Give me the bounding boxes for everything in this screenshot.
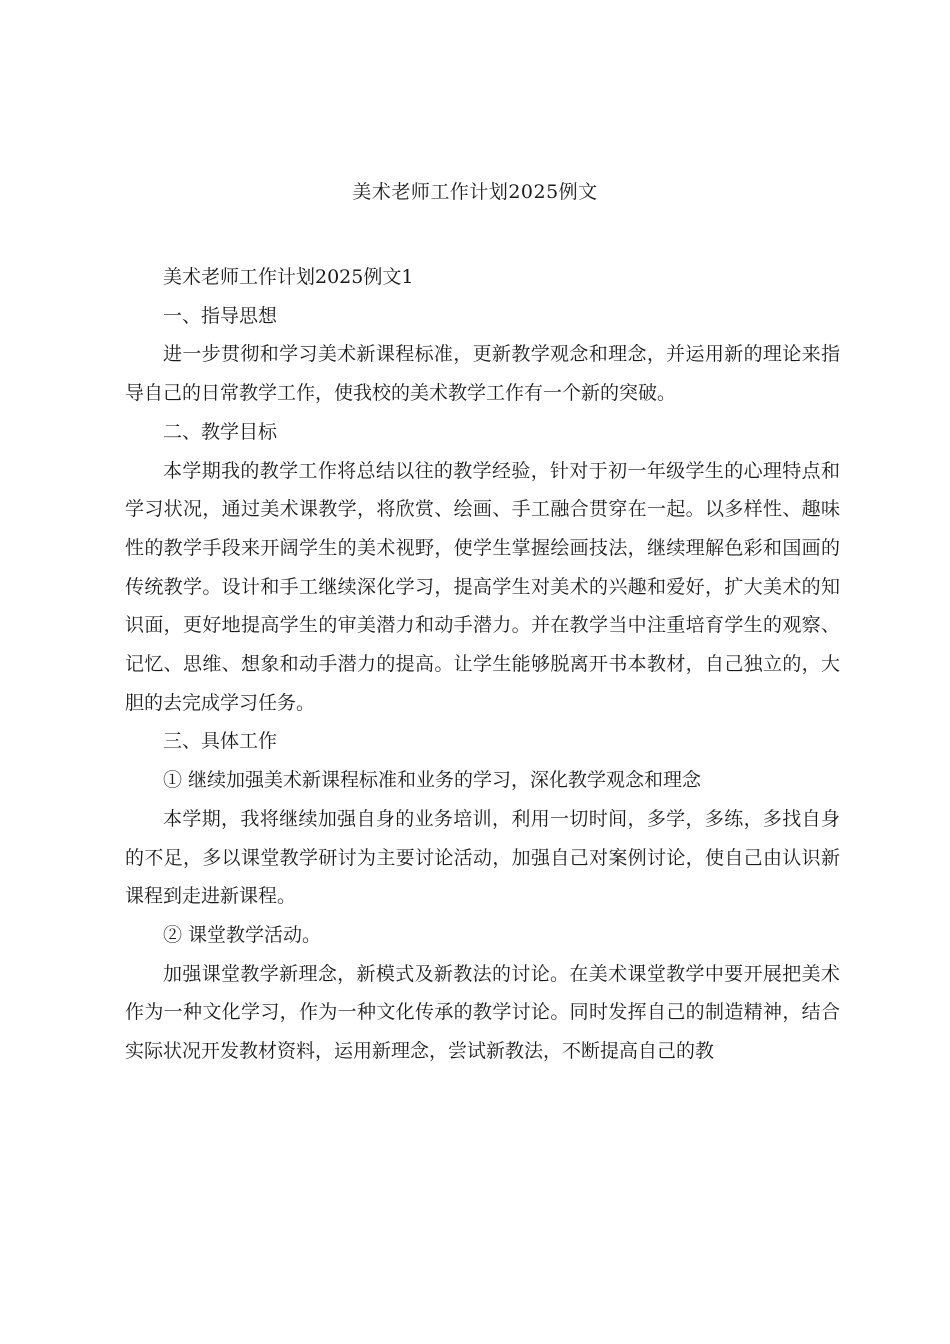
paragraph: 进一步贯彻和学习美术新课程标准，更新教学观念和理念，并运用新的理论来指导自己的日常教学工作，使我校的美术教学工作有一个新的突破。 xyxy=(125,343,840,405)
section-heading: 二、教学目标 xyxy=(163,420,278,443)
list-item: ① 继续加强美术新课程标准和业务的学习，深化教学观念和理念 xyxy=(163,769,702,792)
paragraph: 加强课堂教学新理念，新模式及新教法的讨论。在美术课堂教学中要开展把美术作为一种文化学习，作为一种文化传承的教学讨论。同时发挥自己的制造精神，结合实际状况开发教材资料，运用新理念，尝试新教法，不断提高自己的教 xyxy=(125,962,840,1063)
section-heading: 三、具体工作 xyxy=(163,730,278,753)
paragraph: 本学期，我将继续加强自身的业务培训，利用一切时间，多学，多练，多找自身的不足，多以课堂教学研讨为主要讨论活动，加强自己对案例讨论，使自己由认识新课程到走进新课程。 xyxy=(125,807,840,908)
section-heading: 一、指导思想 xyxy=(163,304,278,327)
list-item: ② 课堂教学活动。 xyxy=(163,923,322,946)
section-heading: 美术老师工作计划2025例文1 xyxy=(163,266,414,288)
document-title: 美术老师工作计划2025例文 xyxy=(352,181,598,203)
paragraph: 本学期我的教学工作将总结以往的教学经验，针对于初一年级学生的心理特点和学习状况，通过美术课教学，将欣赏、绘画、手工融合贯穿在一起。以多样性、趣味性的教学手段来开阔学生的美术视野，使学生掌握绘画技法，继续理解色彩和国画的传统教学。设计和手工继续深化学习，提高学生对美术的兴趣和爱好，扩大美术的知识面，更好地提高学生的审美潜力和动手潜力。并在教学当中注重培育学生的观察、记忆、思维、想象和动手潜力的提高。让学生能够脱离开书本教材，自己独立的，大胆的去完成学习任务。 xyxy=(125,459,840,714)
document-body xyxy=(125,258,840,1071)
